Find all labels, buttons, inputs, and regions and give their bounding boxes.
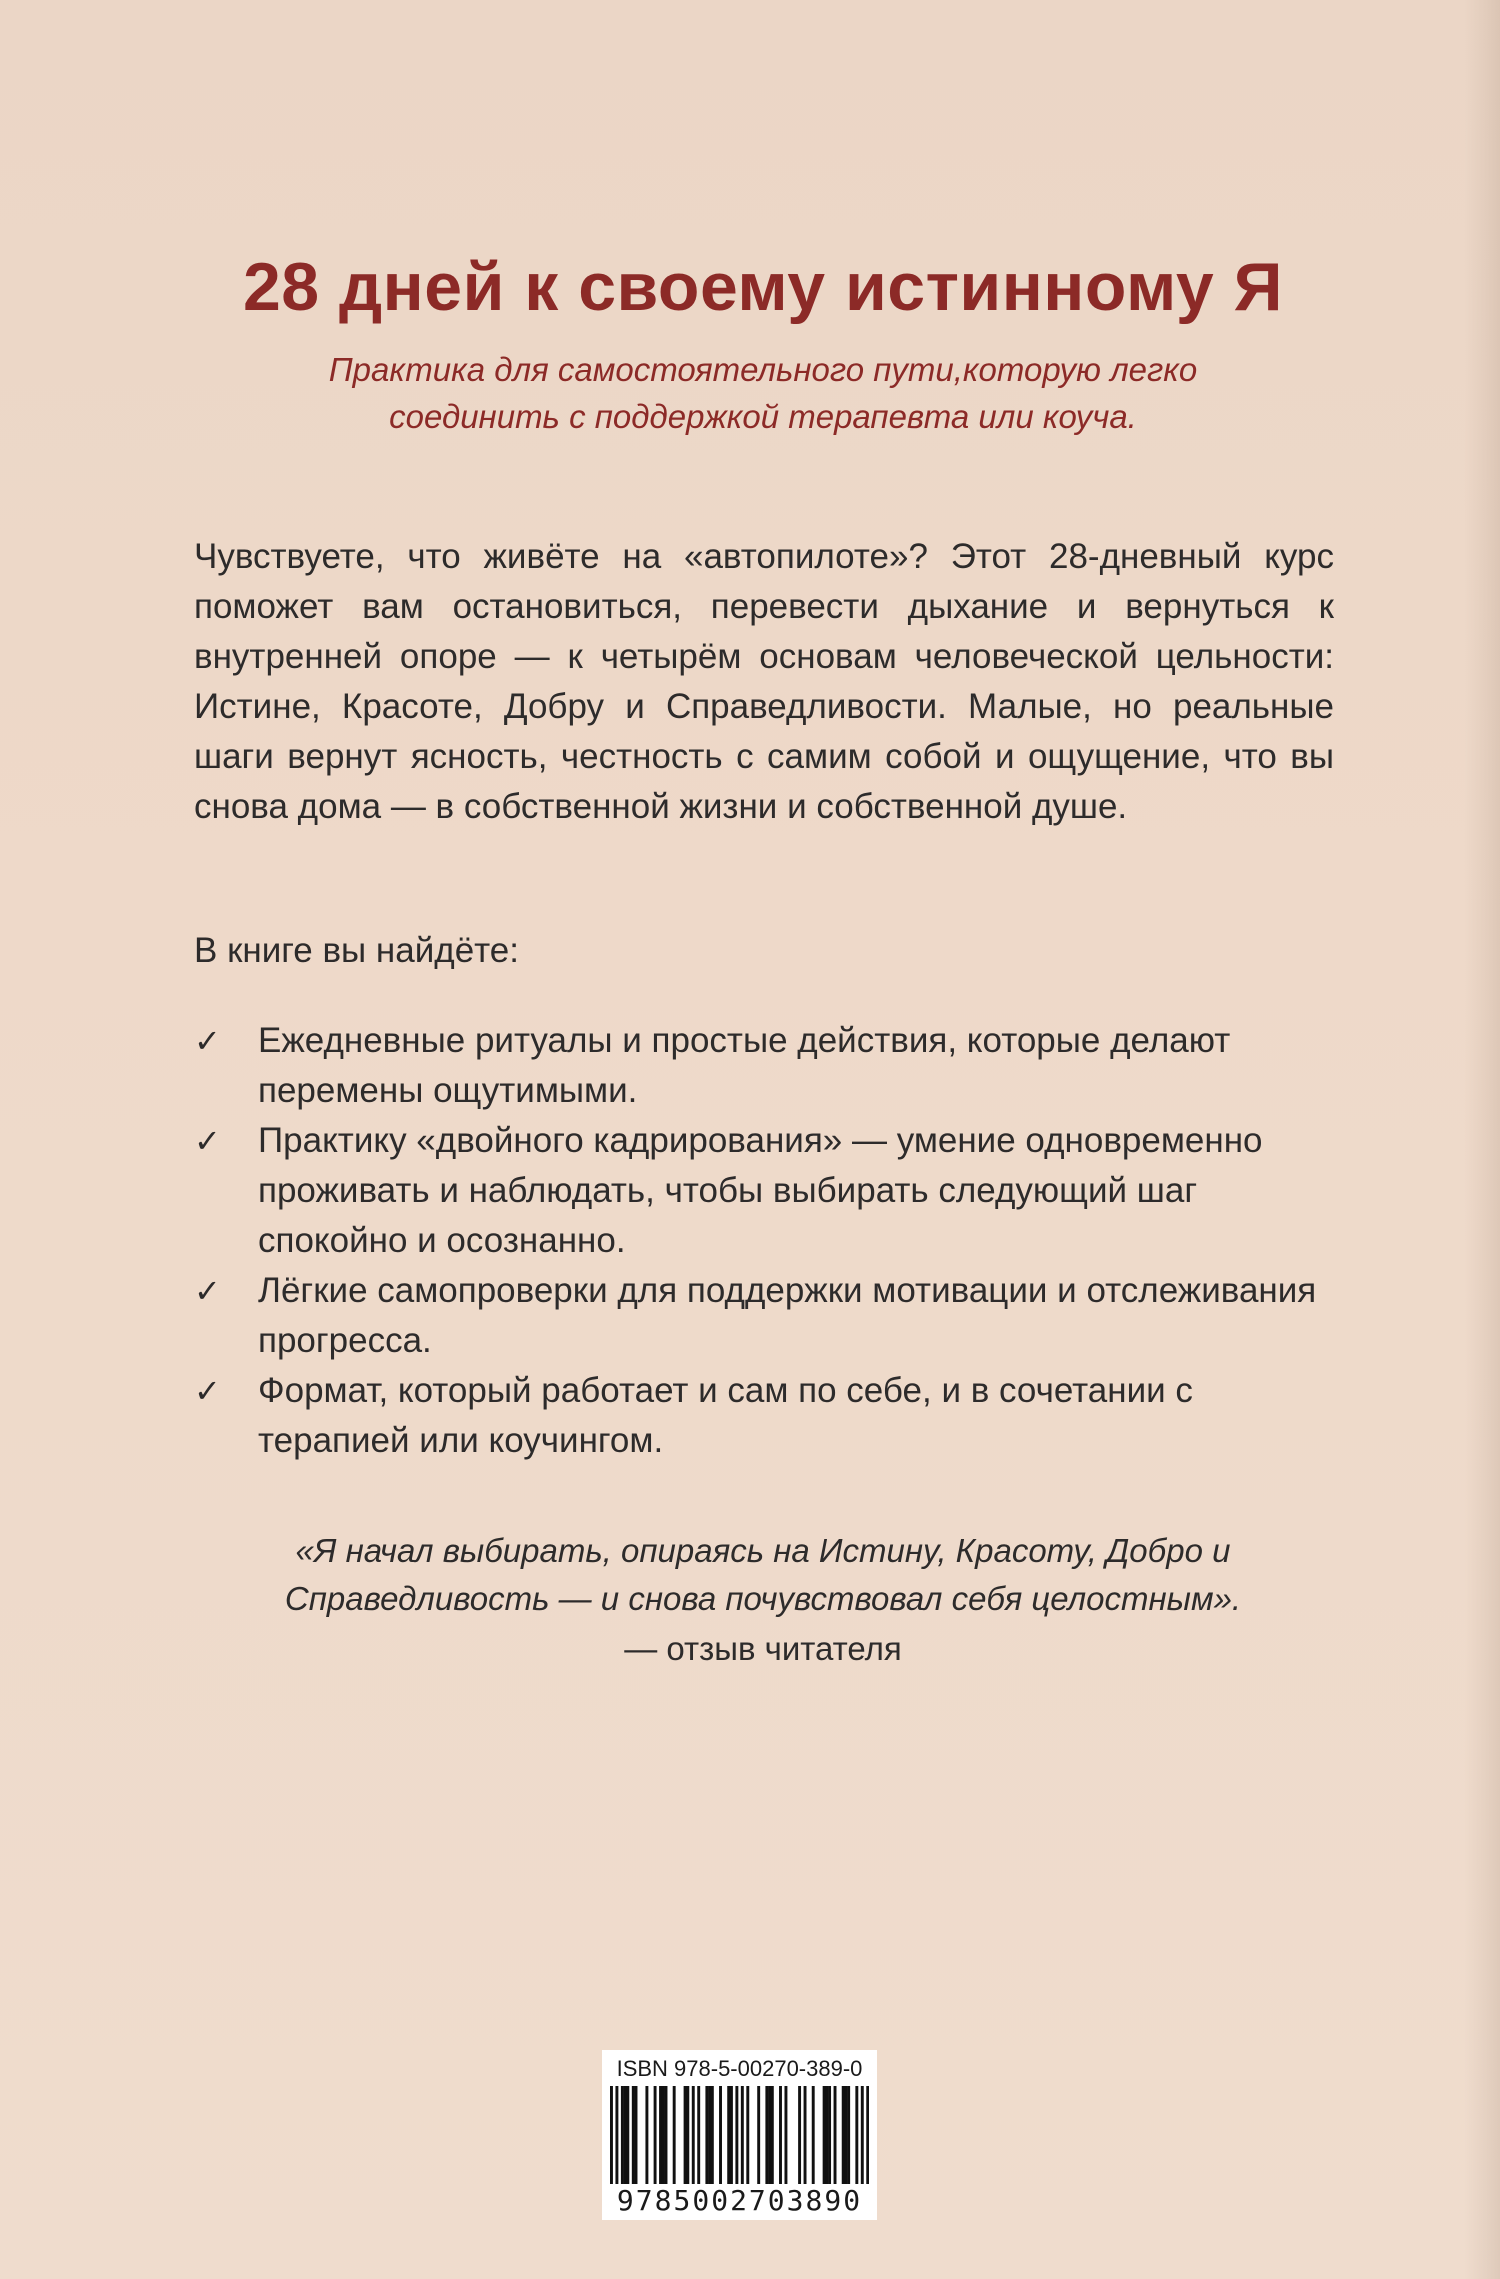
barcode-bar [711, 2086, 714, 2184]
feature-text: Ежедневные ритуалы и простые действия, которые делают перемены ощутимыми. [258, 1021, 1231, 1110]
barcode-bar [757, 2086, 760, 2184]
barcode-digits: 9785002703890 [616, 2184, 863, 2217]
barcode-bar [784, 2086, 787, 2184]
reader-quote: «Я начал выбирать, опираясь на Истину, Красоту, Добро и Справедливость — и снова почувствовал себя целостным». [284, 1532, 1242, 1617]
barcode-bar [823, 2086, 826, 2184]
barcode-bar [673, 2086, 676, 2184]
barcode-bar [662, 2086, 665, 2184]
checkmark-icon: ✓ [194, 1272, 221, 1310]
barcode-bar [804, 2086, 807, 2184]
barcode-bar [705, 2086, 708, 2184]
barcode-bar [626, 2086, 629, 2184]
barcode-bar [692, 2086, 695, 2184]
barcode-bar [741, 2086, 744, 2184]
barcode-bar [730, 2086, 733, 2184]
feature-item [194, 1116, 1334, 1266]
checkmark-icon: ✓ [194, 1022, 221, 1060]
intro-paragraph: Чувствуете, что живёте на «автопилоте»? Этот 28-дневный курс поможет вам остановиться, перевести дыхание и вернуться к внутренней опоре — к четырём основам человеческой цельности: Истине, Красоте, Добру и Справедливости. Малые, но реальные шаги вернут ясность, честность с самим собой и ощущение, что вы снова дома — в собственной жизни и собственной душе. [194, 537, 1334, 826]
checkmark-icon: ✓ [194, 1372, 221, 1410]
checkmark-icon: ✓ [194, 1122, 221, 1160]
barcode-bar [708, 2086, 711, 2184]
barcode-bar [768, 2086, 771, 2184]
barcode-bar [719, 2086, 722, 2184]
barcode-bar [798, 2086, 801, 2184]
feature-text: Лёгкие самопроверки для поддержки мотивации и отслеживания прогресса. [258, 1271, 1317, 1360]
barcode-bar [861, 2086, 864, 2184]
barcode-bar [684, 2086, 687, 2184]
feature-text: Формат, который работает и сам по себе, и в сочетании с терапией или коучингом. [258, 1371, 1193, 1460]
book-subtitle: Практика для самостоятельного пути,которую легко соединить с поддержкой терапевта или коуча. [328, 351, 1198, 435]
barcode-bar [624, 2086, 627, 2184]
barcode-bar [765, 2086, 768, 2184]
feature-item [194, 1016, 1334, 1116]
cover-edge-shadow [1464, 0, 1500, 2279]
barcode-bar [632, 2086, 635, 2184]
barcode-bar [746, 2086, 749, 2184]
barcode-bar [727, 2086, 730, 2184]
barcode-bar [686, 2086, 689, 2184]
feature-text: Практику «двойного кадрирования» — умение одновременно проживать и наблюдать, чтобы выбирать следующий шаг спокойно и осознанно. [258, 1121, 1263, 1260]
barcode-bar [610, 2086, 613, 2184]
barcode-bar [635, 2086, 638, 2184]
barcode-bar [844, 2086, 847, 2184]
barcode-bar [847, 2086, 850, 2184]
barcode-bar [771, 2086, 774, 2184]
barcode-bar [812, 2086, 815, 2184]
barcode-bar [866, 2086, 869, 2184]
quote-attribution: — отзыв читателя [624, 1630, 902, 1667]
barcode-bar [654, 2086, 657, 2184]
barcode-bar [665, 2086, 668, 2184]
barcode-bar [615, 2086, 618, 2184]
barcode-bar [645, 2086, 648, 2184]
barcode-bar [735, 2086, 738, 2184]
book-title: 28 дней к своему истинному Я [242, 249, 1283, 325]
features-list [194, 1016, 1334, 1466]
barcode-bars [610, 2086, 869, 2184]
isbn-barcode [602, 2050, 877, 2220]
barcode-bar [842, 2086, 845, 2184]
barcode-bar [621, 2086, 624, 2184]
barcode-bar [825, 2086, 828, 2184]
barcode-bar [779, 2086, 782, 2184]
feature-item [194, 1366, 1334, 1466]
barcode-bar [834, 2086, 837, 2184]
barcode-bar [697, 2086, 700, 2184]
feature-item [194, 1266, 1334, 1366]
isbn-label: ISBN 978-5-00270-389-0 [616, 2056, 863, 2081]
barcode-bar [659, 2086, 662, 2184]
barcode-bar [855, 2086, 858, 2184]
barcode-bar [828, 2086, 831, 2184]
features-heading: В книге вы найдёте: [194, 931, 519, 970]
